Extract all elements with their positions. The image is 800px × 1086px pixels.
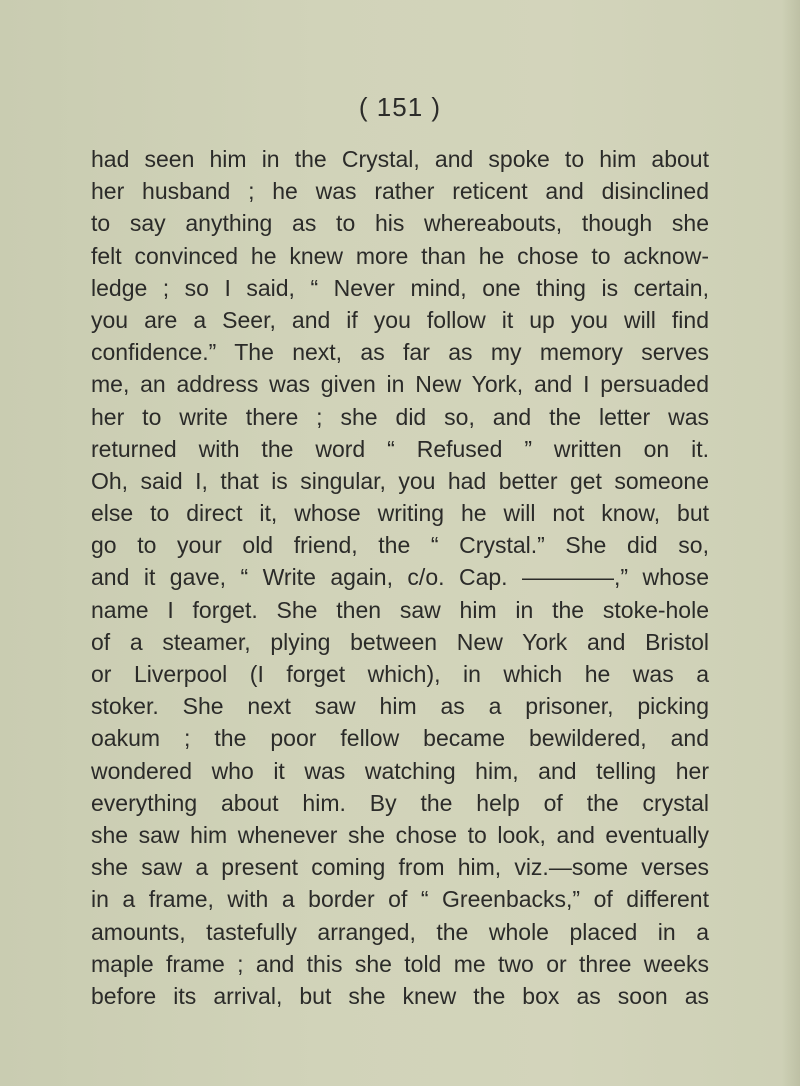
text-line: else to direct it, whose writing he will not know, but (91, 500, 709, 527)
text-line: stoker. She next saw him as a prisoner, picking (91, 693, 709, 720)
page-number: ( 151 ) (358, 92, 442, 122)
text-line: her to write there ; she did so, and the letter was (91, 403, 709, 430)
text-line: she saw a present coming from him, viz.—some verses (91, 854, 709, 881)
text-line: confidence.” The next, as far as my memory serves (91, 339, 709, 366)
text-line: name I forget. She then saw him in the stoke-hole (91, 596, 709, 623)
text-line: or Liverpool (I forget which), in which he was a (91, 661, 709, 687)
text-line: you are a Seer, and if you follow it up you will find (91, 306, 709, 333)
text-line: maple frame ; and this she told me two or three weeks (91, 950, 709, 977)
text-line: her husband ; he was rather reticent and disinclined (91, 178, 709, 205)
text-line: to say anything as to his whereabouts, though she (91, 210, 709, 237)
page-body-text (91, 143, 709, 1012)
text-line: go to your old friend, the “ Crystal.” She did so, (91, 532, 709, 559)
text-line: me, an address was given in New York, and I persuaded (91, 371, 709, 398)
text-line: Oh, said I, that is singular, you had better get someone (91, 467, 709, 494)
text-line: ledge ; so I said, “ Never mind, one thing is certain, (91, 274, 709, 301)
text-line: had seen him in the Crystal, and spoke to him about (91, 146, 709, 172)
text-line: everything about him. By the help of the crystal (91, 789, 709, 816)
text-line: she saw him whenever she chose to look, and eventually (91, 821, 709, 848)
text-line: in a frame, with a border of “ Greenbacks,” of different (91, 886, 709, 913)
text-line: felt convinced he knew more than he chose to acknow- (91, 242, 709, 269)
text-line: before its arrival, but she knew the box as soon as (91, 982, 709, 1009)
text-line: amounts, tastefully arranged, the whole placed in a (91, 918, 709, 945)
text-line: oakum ; the poor fellow became bewildered, and (91, 725, 709, 752)
text-line: wondered who it was watching him, and telling her (91, 757, 709, 784)
text-line: and it gave, “ Write again, c/o. Cap. ————,” whose (91, 564, 709, 591)
text-line: of a steamer, plying between New York and Bristol (91, 628, 709, 655)
text-line: returned with the word “ Refused ” written on it. (91, 435, 709, 462)
